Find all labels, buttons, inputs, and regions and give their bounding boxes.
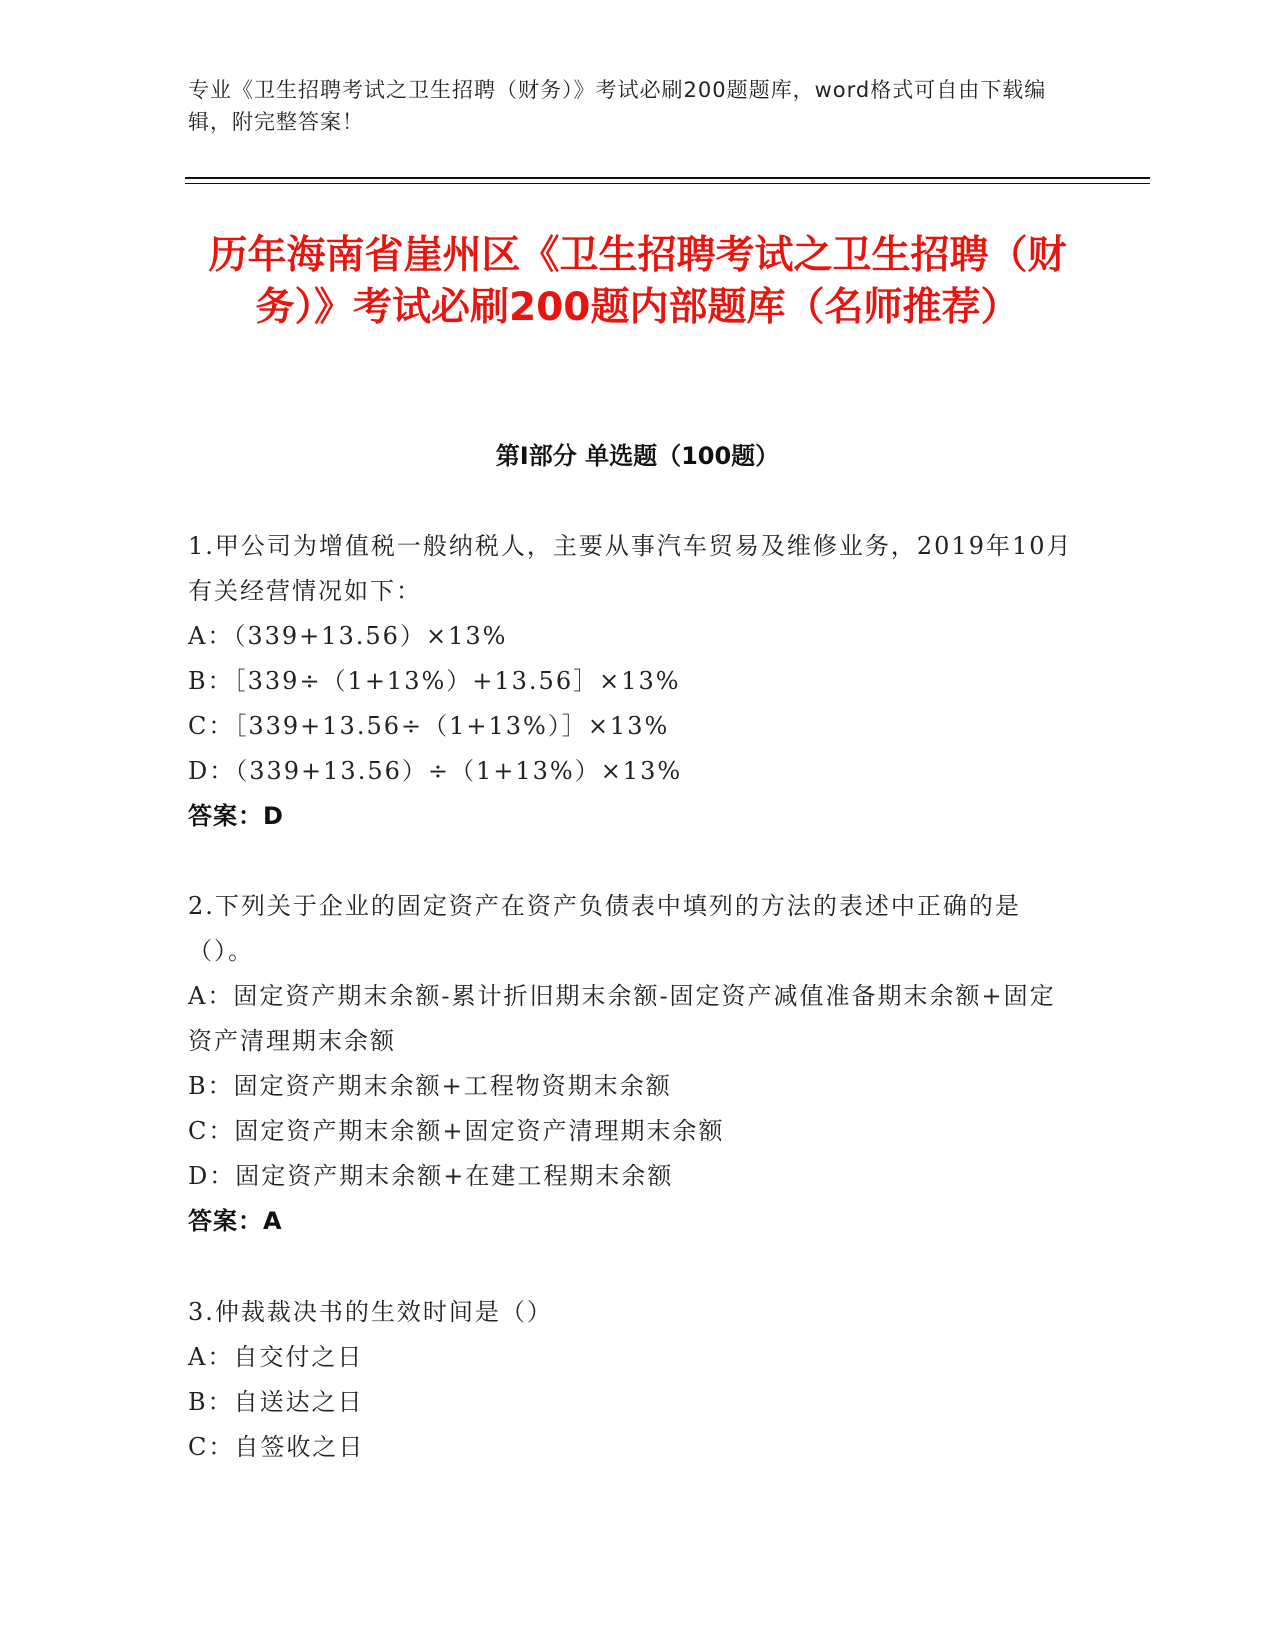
option-c: C：自签收之日 <box>188 1433 365 1461</box>
option-b: B：固定资产期末余额+工程物资期末余额 <box>188 1072 672 1100</box>
header-note: 专业《卫生招聘考试之卫生招聘（财务）》考试必刷200题题库，word格式可自由下载编辑，附完整答案！ <box>188 78 1047 134</box>
option-a: A：（339+13.56）×13% <box>188 622 508 650</box>
option-d: D：固定资产期末余额+在建工程期末余额 <box>188 1162 674 1190</box>
header-divider-thick <box>185 177 1150 179</box>
question-stem: 3.仲裁裁决书的生效时间是（） <box>188 1298 553 1326</box>
option-a: A：固定资产期末余额-累计折旧期末余额-固定资产减值准备期末余额+固定资产清理期末余额 <box>188 982 1056 1055</box>
question-1 <box>188 524 1078 839</box>
answer: 答案：D <box>188 802 284 830</box>
option-d: D：（339+13.56）÷（1+13%）×13% <box>188 757 683 785</box>
option-a: A：自交付之日 <box>188 1343 364 1371</box>
question-3 <box>188 1290 1078 1470</box>
option-c: C：固定资产期末余额+固定资产清理期末余额 <box>188 1117 725 1145</box>
document-title: 历年海南省崖州区《卫生招聘考试之卫生招聘（财务）》考试必刷200题内部题库（名师推荐） <box>208 233 1067 330</box>
option-b: B：自送达之日 <box>188 1388 364 1416</box>
question-stem: 2.下列关于企业的固定资产在资产负债表中填列的方法的表述中正确的是（）。 <box>188 892 1021 965</box>
question-2 <box>188 884 1078 1244</box>
option-b: B：［339÷（1+13%）+13.56］×13% <box>188 667 681 695</box>
section-title: 第Ⅰ部分 单选题（100题） <box>495 442 780 470</box>
header-divider-thin <box>185 183 1150 184</box>
option-c: C：［339+13.56÷（1+13%）］×13% <box>188 712 670 740</box>
question-stem: 1.甲公司为增值税一般纳税人，主要从事汽车贸易及维修业务，2019年10月有关经营情况如下： <box>188 532 1073 605</box>
answer: 答案：A <box>188 1207 283 1235</box>
